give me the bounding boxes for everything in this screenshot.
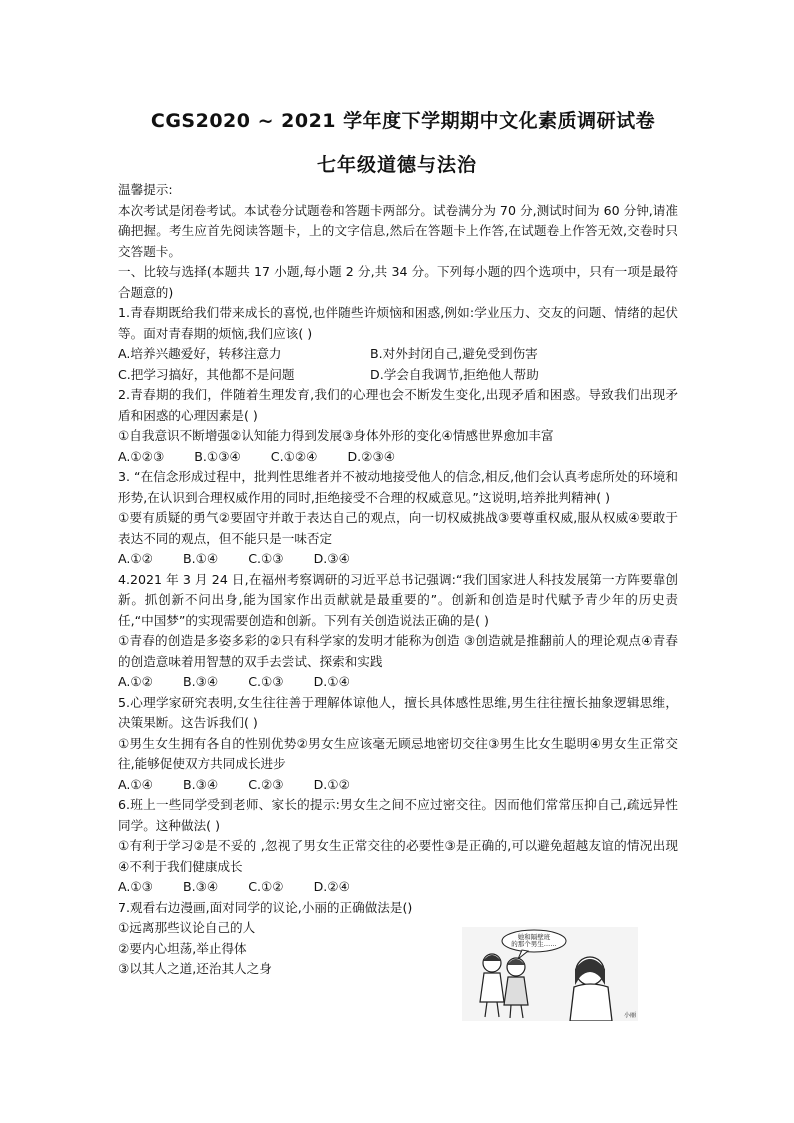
question-1-options-row-2 [118,365,678,386]
question-2-option-d: D.②③④ [347,448,396,464]
question-3-items: ①要有质疑的勇气②要固守并敢于表达自己的观点，向一切权威挑战③要尊重权威,服从权威④要敢于表达不同的观点，但不能只是一味否定 [118,510,678,546]
section-heading: 一、比较与选择(本题共 17 小题,每小题 2 分,共 34 分。下列每小题的四个选项中，只有一项是最符合题意的) [118,264,678,300]
question-5-option-b: B.③④ [182,776,219,792]
question-4-options [118,672,678,693]
question-1-stem: 1.青春期既给我们带来成长的喜悦,也伴随些许烦恼和困惑,例如:学业压力、交友的问题、情绪的起伏等。面对青春期的烦恼,我们应该( ) [118,305,678,341]
question-1-option-c: C.把学习搞好，其他都不是问题 [118,366,295,382]
question-6-items: ①有利于学习②是不妥的 ,忽视了男女生正常交往的必要性③是正确的,可以避免超越友谊的情况出现④不利于我们健康成长 [118,838,678,874]
question-4-option-b: B.③④ [182,674,219,689]
question-1-options-row-1 [118,344,678,365]
question-7-stem: 7.观看右边漫画,面对同学的议论,小丽的正确做法是() [118,899,413,915]
question-5-items: ①男生女生拥有各自的性别优势②男女生应该毫无顾忌地密切交往③男生比女生聪明④男女生正常交往,能够促使双方共同成长进步 [118,735,678,771]
question-7-item-2: ②要内心坦荡,举止得体 [118,940,247,956]
question-4-stem: 4.2021 年 3 月 24 日,在福州考察调研的习近平总书记强调:“我们国家进人科技发展第一方阵要靠创新。抓创新不问出身,能为国家作出贡献就是最重要的”。创新和创造是时代赋予青少年的历史责任,“中国梦”的实现需要创造和创新。下列有关创造说法正确的是( ) [118,571,678,628]
question-6-option-d: D.②④ [313,879,350,894]
exam-subtitle: 七年级道德与法治 [316,154,477,176]
cartoon-bubble-text: 她和隔壁班的那个男生…… [511,933,557,948]
question-1-option-d: D.学会自我调节,拒绝他人帮助 [370,366,539,382]
cartoon-caption: 小丽 [624,1012,637,1019]
question-5-options [118,775,678,796]
question-3-options [118,549,678,570]
question-6-option-b: B.③④ [182,879,219,894]
question-3-option-a: A.①② [118,551,153,566]
question-5-option-c: C.②③ [248,776,284,792]
question-3-option-b: B.①④ [182,551,219,566]
exam-title: CGS2020 ~ 2021 学年度下学期期中文化素质调研试卷 [150,110,656,132]
question-4-option-d: D.①④ [313,674,350,689]
question-2-option-c: C.①②④ [270,448,318,464]
question-2-option-b: B.①③④ [194,448,241,464]
question-7-item-1: ①远离那些议论自己的人 [118,920,256,935]
question-6-stem: 6.班上一些同学受到老师、家长的提示:男女生之间不应过密交往。因而他们常常压抑自己,疏远异性同学。这种做法( ) [118,797,678,833]
question-7-item-3: ③以其人之道,还治其人之身 [118,961,272,976]
question-4-items: ①青春的创造是多姿多彩的②只有科学家的发明才能称为创造 ③创造就是推翻前人的理论观点④青春的创造意味着用智慧的双手去尝试、探索和实践 [118,633,678,669]
question-1-option-a: A.培养兴趣爱好，转移注意力 [118,346,282,361]
notice-text: 本次考试是闭卷考试。本试卷分试题卷和答题卡两部分。试卷满分为 70 分,测试时间为 60 分钟,请准确把握。考生应首先阅读答题卡，上的文字信息,然后在答题卡上作答,在试题卷上作答无效,交卷时只交答题卡。 [118,202,678,259]
question-6-option-c: C.①② [248,879,284,894]
question-6-option-a: A.①③ [118,879,153,894]
question-5-option-d: D.①② [313,776,350,792]
question-2-items: ①自我意识不断增强②认知能力得到发展③身体外形的变化④情感世界愈加丰富 [118,428,554,443]
question-4-option-a: A.①② [118,674,153,689]
cartoon-illustration [462,927,638,1021]
question-2-options [118,447,678,468]
question-2-stem: 2.青春期的我们，伴随着生理发育,我们的心理也会不断发生变化,出现矛盾和困惑。导致我们出现矛盾和困惑的心理因素是( ) [118,387,678,423]
notice-heading: 温馨提示: [118,182,173,197]
question-5-option-a: A.①④ [118,776,153,792]
question-2-option-a: A.①②③ [118,448,165,464]
question-3-option-c: C.①③ [248,551,284,566]
question-6-options [118,877,678,898]
question-4-option-c: C.①③ [248,674,284,689]
question-3-stem: 3. “在信念形成过程中，批判性思维者并不被动地接受他人的信念,相反,他们会认真考虑所处的环境和形势,在认识到合理权威作用的同时,拒绝接受不合理的权威意见。”这说明,培养批判精神( ) [118,469,678,505]
question-1-option-b: B.对外封闭自己,避免受到伤害 [370,346,538,361]
exam-content [118,180,678,980]
question-5-stem: 5.心理学家研究表明,女生往往善于理解体谅他人，擅长具体感性思维,男生往往擅长抽象逻辑思维，决策果断。这告诉我们( ) [118,694,678,730]
question-3-option-d: D.③④ [313,551,350,566]
